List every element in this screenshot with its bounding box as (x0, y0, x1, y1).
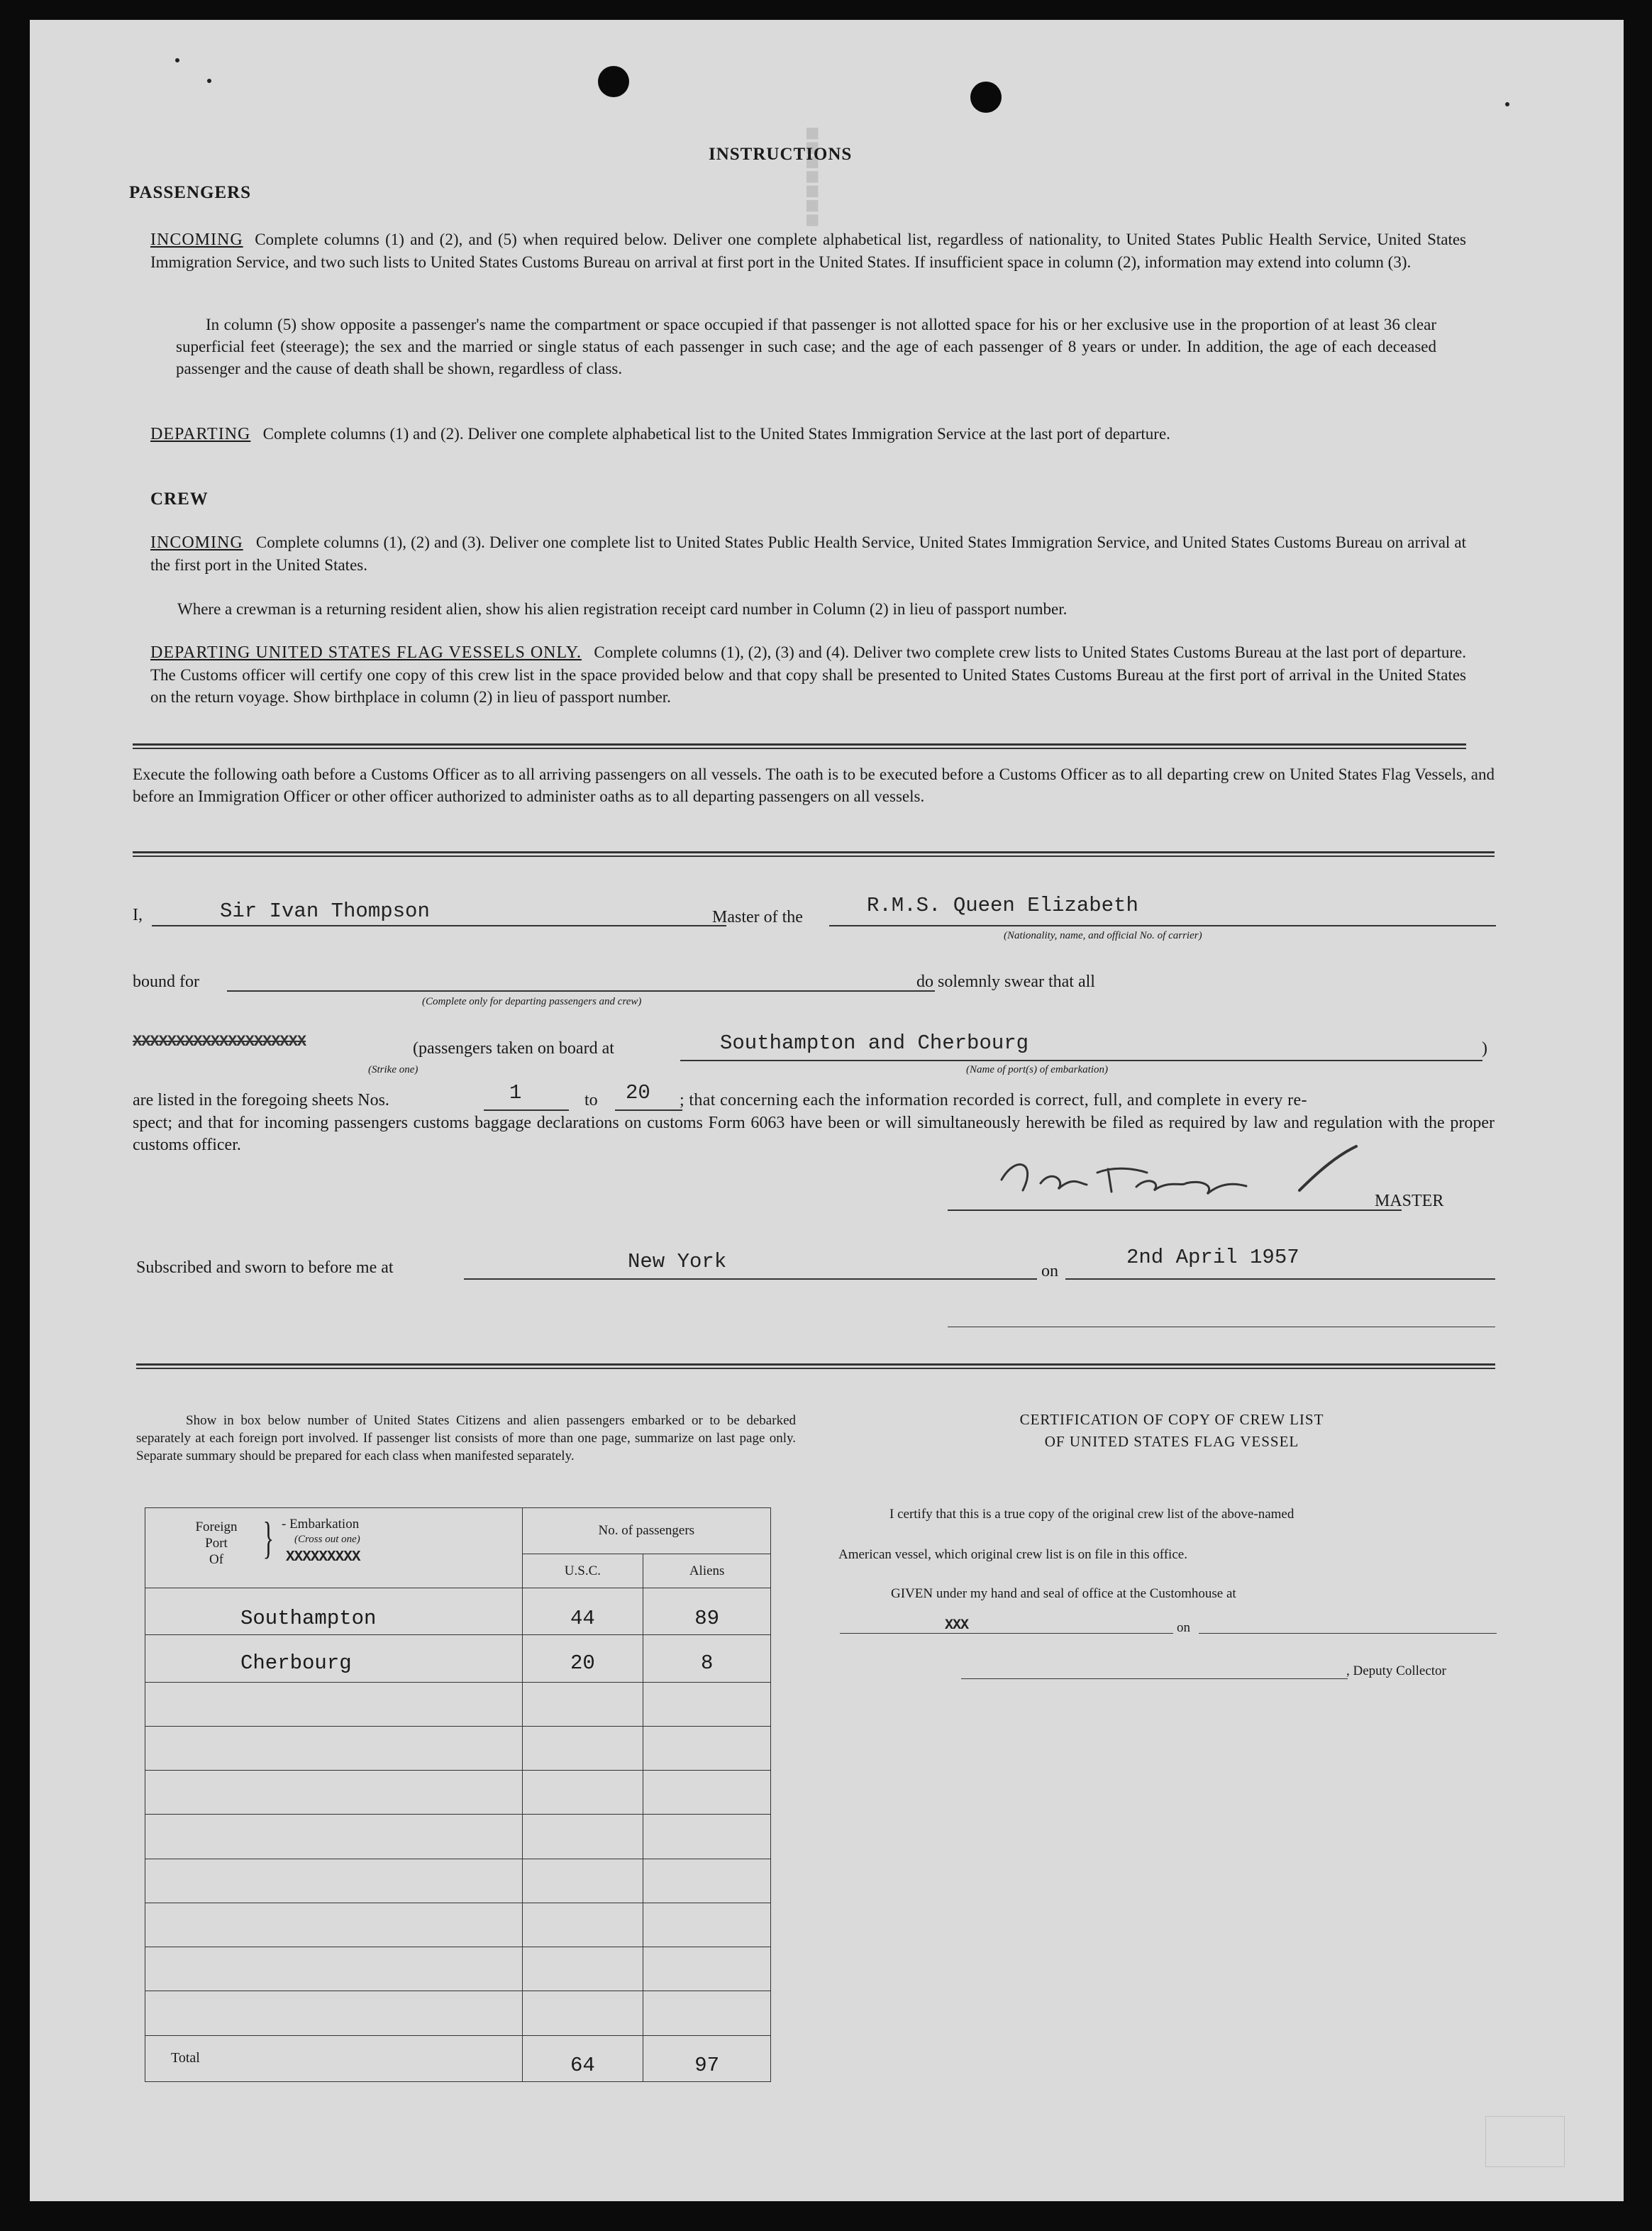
bound-for-label: bound for (133, 973, 199, 991)
no-passengers-header: No. of passengers (522, 1508, 770, 1554)
crew-resident-paragraph: Where a crewman is a returning resident alien, show his alien registration receipt card number in Column (2) in lieu of passport number. (177, 600, 1068, 618)
sheet-from-line (484, 1109, 569, 1111)
deputy-collector-label: , Deputy Collector (1346, 1663, 1446, 1678)
master-name-line (152, 925, 726, 926)
speck-mark (207, 79, 211, 83)
port-label: Port (205, 1536, 228, 1551)
struck-out-text: XXXXXXXXXXXXXXXXXXXX (133, 1033, 306, 1051)
speck-mark (175, 58, 179, 62)
close-paren: ) (1482, 1039, 1487, 1058)
ports-field[interactable]: Southampton and Cherbourg (720, 1031, 1029, 1055)
concerning-text: ; that concerning each the information recorded is correct, full, and complete in every re- (680, 1091, 1307, 1109)
listed-label: are listed in the foregoing sheets Nos. (133, 1091, 389, 1109)
sheet-to-field[interactable]: 20 (626, 1081, 650, 1105)
given-text: GIVEN under my hand and seal of office at the Customhouse at (891, 1586, 1236, 1601)
foreign-label: Foreign (195, 1519, 238, 1534)
passengers-departing-block (150, 423, 1466, 445)
sworn-date-line (1065, 1278, 1495, 1280)
struck-place-text: XXX (945, 1617, 969, 1634)
master-signature-line (948, 1209, 1402, 1211)
passengers-heading: PASSENGERS (129, 183, 252, 202)
table-row (145, 1815, 771, 1859)
foreign-port-header (145, 1508, 523, 1588)
master-name-field[interactable]: Sir Ivan Thompson (220, 899, 430, 923)
section-divider (133, 743, 1466, 749)
crew-departing-block (150, 641, 1466, 708)
certification-date-line[interactable] (1199, 1633, 1497, 1634)
certification-title-line2: OF UNITED STATES FLAG VESSEL (1044, 1433, 1299, 1450)
subscribed-label: Subscribed and sworn to before me at (136, 1258, 394, 1277)
vessel-line (829, 925, 1496, 926)
oath-i-label: I, (133, 906, 143, 924)
passengers-incoming-block (150, 228, 1466, 273)
table-row (145, 1682, 771, 1726)
embarkation-summary-table (145, 1507, 771, 2082)
on-label: on (1041, 1262, 1058, 1280)
certification-on-label: on (1177, 1620, 1190, 1635)
bleed-through-shadow: ■■■■■■■ (797, 126, 824, 228)
usc-cell[interactable]: 20 (522, 1635, 643, 1682)
ports-line (680, 1060, 1482, 1061)
usc-cell[interactable]: 44 (522, 1588, 643, 1635)
section-divider (136, 1363, 1495, 1369)
total-row (145, 2035, 771, 2081)
aliens-cell[interactable]: 8 (643, 1635, 771, 1682)
certification-title (867, 1409, 1477, 1453)
vessel-caption: (Nationality, name, and official No. of carrier) (1004, 930, 1202, 941)
crew-departing-label: DEPARTING UNITED STATES FLAG VESSELS ONLY. (150, 643, 582, 662)
punch-hole-left (598, 66, 629, 97)
to-label: to (584, 1091, 598, 1109)
brace-icon: } (262, 1512, 275, 1563)
master-of-label: Master of the (712, 908, 803, 926)
customhouse-place-line (840, 1633, 1173, 1634)
passengers-incoming-label: INCOMING (150, 231, 243, 249)
master-signature (973, 1141, 1370, 1212)
document-page (30, 20, 1624, 2201)
embarkation-label: - Embarkation (282, 1517, 360, 1532)
crew-incoming-block (150, 531, 1466, 576)
port-cell[interactable]: Cherbourg (145, 1635, 523, 1682)
passengers-departing-text: Complete columns (1) and (2). Deliver one complete alphabetical list to the United States Immigration Service at the last port of departure. (262, 425, 1170, 443)
table-row (145, 1588, 771, 1635)
swear-label: do solemnly swear that all (916, 973, 1095, 991)
sworn-date-field[interactable]: 2nd April 1957 (1126, 1246, 1299, 1269)
crew-heading: CREW (150, 489, 209, 509)
aliens-header: Aliens (643, 1554, 771, 1588)
of-label: Of (209, 1552, 224, 1567)
bound-for-caption: (Complete only for departing passengers and crew) (422, 996, 642, 1007)
crew-incoming-text: Complete columns (1), (2) and (3). Deliver one complete list to United States Public Health Service, United States Immigration Service, and United States Customs Bureau on arrival at the first port in the United States. (150, 533, 1467, 574)
table-row (145, 1635, 771, 1682)
column5-paragraph: In column (5) show opposite a passenger's name the compartment or space occupied if that passenger is not allotted space for his or her exclusive use in the proportion of at least 36 clear superficial feet (steerage); the sex and the married or single status of each passenger in such case; and the age of each passenger of 8 years or under. In addition, the age of each deceased passenger and the cause of death shall be shown, regardless of class. (176, 316, 1436, 377)
table-row (145, 1727, 771, 1771)
bleed-through-box (1485, 2116, 1565, 2167)
table-row (145, 1859, 771, 1903)
crew-incoming-label: INCOMING (150, 533, 243, 552)
sheet-to-line (615, 1109, 682, 1111)
certify-text: I certify that this is a true copy of the original crew list of the above-named (889, 1507, 1295, 1522)
passengers-taken-label: (passengers taken on board at (413, 1039, 614, 1058)
american-vessel-text: American vessel, which original crew list is on file in this office. (838, 1547, 1187, 1562)
table-row (145, 1991, 771, 2035)
punch-hole-right (970, 82, 1002, 113)
crew-departing-text: Complete columns (1), (2), (3) and (4). Deliver two complete crew lists to United States Customs Bureau at the last port of departure. The Customs officer will certify one copy of this crew list in the space provided below and that copy shall be presented to United States Customs Bureau at the first port of arrival in the United States on the return voyage. Show birthplace in column (2) in lieu of passport number. (150, 643, 1467, 706)
passengers-incoming-text: Complete columns (1) and (2), and (5) when required below. Deliver one complete alphabetical list, regardless of nationality, to United States Public Health Service, United States Immigration Service, and two such lists to United States Customs Bureau on arrival at first port in the United States. If insufficient space in column (2), information may extend into column (3). (150, 231, 1467, 271)
vessel-field[interactable]: R.M.S. Queen Elizabeth (867, 894, 1138, 917)
table-row (145, 1947, 771, 1991)
bound-for-line[interactable] (227, 990, 935, 992)
aliens-cell[interactable]: 89 (643, 1588, 771, 1635)
usc-header: U.S.C. (522, 1554, 643, 1588)
oath-intro-paragraph: Execute the following oath before a Customs Officer as to all arriving passengers on all vessels. The oath is to be executed before a Customs Officer as to all departing crew on United States Flag Vessels, and before an Immigration Officer or other officer authorized to administer oaths as to all departing passengers on all vessels. (133, 765, 1495, 805)
total-label: Total (145, 2035, 523, 2081)
speck-mark (1505, 102, 1509, 106)
table-row (145, 1771, 771, 1815)
oath-continuation-paragraph: spect; and that for incoming passengers customs baggage declarations on customs Form 6063 have been or will simultaneously herewith be filed as required by law and regulation with the proper customs officer. (133, 1114, 1495, 1154)
section-divider (133, 851, 1495, 857)
instructions-title: INSTRUCTIONS (709, 145, 853, 164)
ports-caption: (Name of port(s) of embarkation) (966, 1064, 1108, 1075)
deputy-collector-line[interactable] (961, 1678, 1348, 1679)
sheet-from-field[interactable]: 1 (509, 1081, 522, 1105)
summary-note: Show in box below number of United States Citizens and alien passengers embarked or to be debarked separately at each foreign port involved. If passenger list consists of more than one page, summarize on last page only. Separate summary should be prepared for each class when manifested separately. (136, 1413, 796, 1463)
port-cell[interactable]: Southampton (145, 1588, 523, 1635)
strike-caption: (Strike one) (368, 1064, 418, 1075)
certification-title-line1: CERTIFICATION OF COPY OF CREW LIST (1019, 1411, 1324, 1428)
passengers-departing-label: DEPARTING (150, 425, 251, 443)
debarkation-struck: XXXXXXXXX (286, 1549, 360, 1566)
total-usc-cell[interactable]: 64 (522, 2035, 643, 2081)
master-label: MASTER (1375, 1192, 1444, 1210)
sworn-place-line (464, 1278, 1037, 1280)
total-aliens-cell[interactable]: 97 (643, 2035, 771, 2081)
table-row (145, 1903, 771, 1947)
cross-out-caption: (Cross out one) (294, 1534, 360, 1545)
sworn-place-field[interactable]: New York (628, 1250, 727, 1273)
